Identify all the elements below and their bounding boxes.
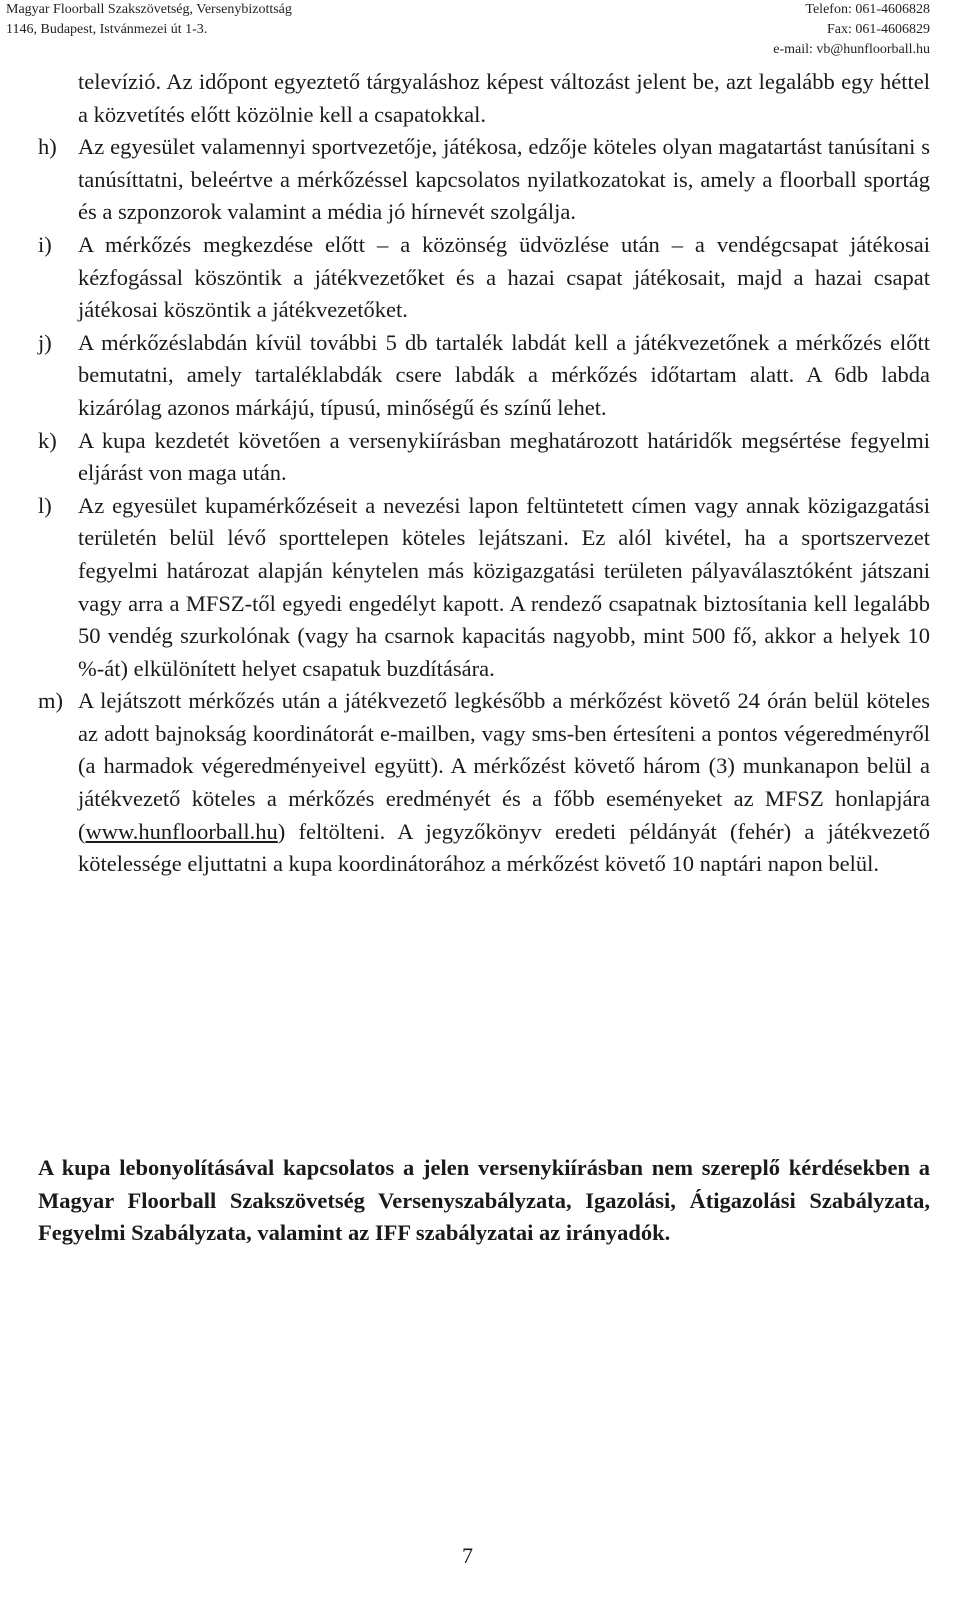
header-organization: Magyar Floorball Szakszövetség, Versenybizottság	[6, 2, 292, 17]
list-item-k	[38, 425, 930, 490]
list-marker: j)	[38, 329, 52, 355]
document-body	[38, 66, 930, 881]
website-link[interactable]: www.hunfloorball.hu	[85, 818, 278, 844]
list-item-text	[78, 685, 930, 881]
list-item-text: A mérkőzéslabdán kívül további 5 db tartalék labdát kell a játékvezetőnek a mérkőzés előtt bemutatni, amely tartaléklabdák csere labdák a mérkőzés időtartam alatt. A 6db labda kizárólag azonos márkájú, típusú, minőségű és színű lehet.	[78, 329, 930, 420]
list-item-m	[38, 685, 930, 881]
list-marker: i)	[38, 231, 52, 257]
list-item-text: Az egyesület valamennyi sportvezetője, játékosa, edzője köteles olyan magatartást tanúsítani s tanúsíttatni, beleértve a mérkőzéssel kapcsolatos nyilatkozatokat is, amely a floorball sportág és a szponzorok valamint a média jó hírnevét szolgálja.	[78, 134, 930, 225]
list-marker: m)	[38, 688, 63, 714]
item-m-text-before: A lejátszott mérkőzés után a játékvezető legkésőbb a mérkőzést követő 24 órán belül köteles az adott bajnokság koordinátorát e-mailben, vagy sms-ben értesíteni a pontos végeredményről (a harmadok végeredményeivel együtt). A mérkőzést követő három (3) munkanapon belül a játékvezető köteles a mérkőzés eredményét és a főbb eseményeket az MFSZ honlapjára (	[78, 688, 930, 844]
page-header-left	[6, 0, 292, 40]
list-item-text: A kupa kezdetét követően a versenykiírásban meghatározott határidők megsértése fegyelmi eljárást von maga után.	[78, 427, 930, 486]
list-marker: l)	[38, 492, 52, 518]
item-m-text-after: ) feltölteni. A jegyzőkönyv eredeti példányát (fehér) a játékvezető kötelessége eljuttatni a kupa koordinátorához a mérkőzést követő 10 naptári napon belül.	[78, 818, 930, 877]
list-item-text: A mérkőzés megkezdése előtt – a közönség üdvözlése után – a vendégcsapat játékosai kézfogással köszöntik a játékvezetőket és a hazai csapat játékosait, majd a hazai csapat játékosai köszöntik a játékvezetőket.	[78, 231, 930, 323]
list-item-l	[38, 490, 930, 686]
header-phone: Telefon: 061-4606828	[805, 2, 930, 17]
list-item-i	[38, 229, 930, 327]
header-fax: Fax: 061-4606829	[826, 22, 930, 37]
continuation-paragraph: televízió. Az időpont egyeztető tárgyaláshoz képest változást jelent be, azt legalább egy héttel a közvetítés előtt közölnie kell a csapatokkal.	[78, 69, 930, 127]
header-address: 1146, Budapest, Istvánmezei út 1-3.	[6, 22, 208, 37]
header-email: e-mail: vb@hunfloorball.hu	[773, 42, 930, 57]
list-item-j	[38, 327, 930, 425]
list-item-text: Az egyesület kupamérkőzéseit a nevezési lapon feltüntetett címen vagy annak közigazgatási területén belül lévő sporttelepen köteles lejátszani. Ez alól kivétel, ha a sportszervezet fegyelmi határozat alapján kénytelen más közigazgatási területen pályaválasztóként játszani vagy arra a MFSZ-től egyedi engedélyt kapott. A rendező csapatnak biztosítania kell legalább 50 vendég szurkolónak (vagy ha csarnok kapacitás nagyobb, mint 500 fő, akkor a helyek 10 %-át) elkülönített helyet csapatuk buzdítására.	[78, 492, 930, 681]
list-marker: k)	[38, 427, 57, 453]
list-item-h	[38, 131, 930, 229]
list-marker: h)	[38, 134, 57, 160]
page-header-right	[773, 0, 930, 60]
page-number: 7	[462, 1543, 473, 1568]
closing-paragraph: A kupa lebonyolításával kapcsolatos a jelen versenykiírásban nem szereplő kérdésekben a Magyar Floorball Szakszövetség Versenyszabályzata, Igazolási, Átigazolási Szabályzata, Fegyelmi Szabályzata, valamint az IFF szabályzatai az irányadók.	[38, 1155, 930, 1246]
